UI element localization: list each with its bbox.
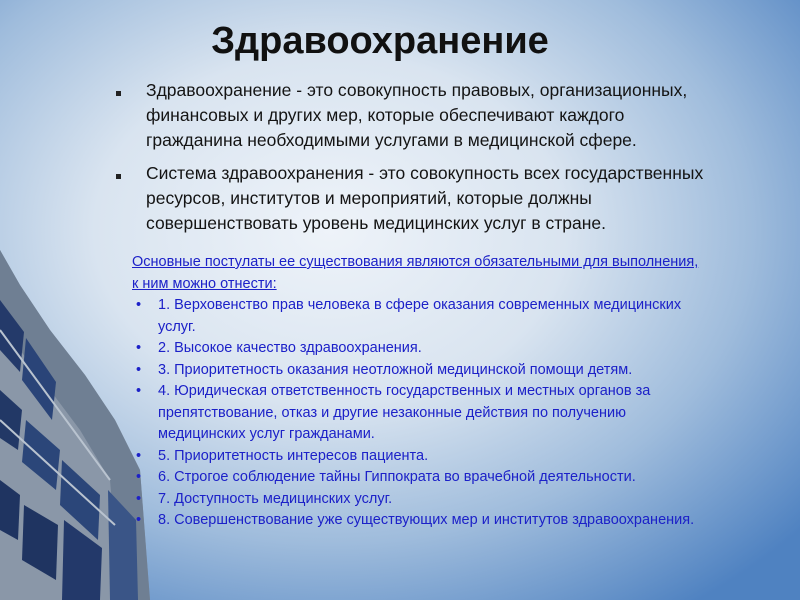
postulate-text: 2. Высокое качество здравоохранения. [158,340,422,356]
postulate-item [118,489,708,511]
bullet-dot-icon: • [136,383,142,399]
definition-text: Здравоохранение - это совокупность правовых, организационных, финансовых и других мер, которые обеспечивают каждого гражданина необходимыми услугами в медицинской сфере. [146,80,688,150]
postulates-block [118,252,708,532]
bullet-dot-icon: • [136,490,142,507]
postulate-item [118,446,708,468]
bullet-dot-icon: • [136,512,142,528]
postulate-text: 7. Доступность медицинских услуг. [158,490,393,507]
bullet-dot-icon: • [136,447,142,464]
definition-item [112,78,712,153]
bullet-dot-icon: • [136,340,142,356]
postulate-text: 8. Совершенствование уже существующих мер и институтов здравоохранения. [158,512,695,528]
postulate-text: 5. Приоритетность интересов пациента. [158,447,429,464]
bullet-dot-icon: • [136,469,142,485]
postulates-list [118,295,708,532]
definition-item [112,161,712,236]
postulate-item [118,360,708,382]
square-bullet-icon [116,91,121,96]
postulate-item [118,295,708,338]
bullet-dot-icon: • [136,297,142,313]
postulate-item [118,510,708,532]
postulate-item [118,381,708,446]
definition-list [112,78,712,244]
bullet-dot-icon: • [136,361,142,378]
postulate-item [118,467,708,489]
definition-text: Система здравоохранения - это совокупность всех государственных ресурсов, институтов и мероприятий, которые должны совершенствовать уровень медицинских услуг в стране. [146,163,704,233]
postulate-item [118,338,708,360]
postulate-text: 3. Приоритетность оказания неотложной медицинской помощи детям. [158,361,633,378]
postulates-intro: Основные постулаты ее существования являются обязательными для выполнения, к ним можно отнести: [132,254,699,292]
postulate-text: 1. Верховенство прав человека в сфере оказания современных медицинских услуг. [158,297,682,335]
slide-title: Здравоохранение [211,20,549,62]
square-bullet-icon [116,174,121,179]
postulate-text: 4. Юридическая ответственность государственных и местных органов за препятствование, отказ и другие незаконные действия по получению медицинских услуг гражданами. [158,383,651,442]
postulate-text: 6. Строгое соблюдение тайны Гиппократа во врачебной деятельности. [158,469,636,485]
